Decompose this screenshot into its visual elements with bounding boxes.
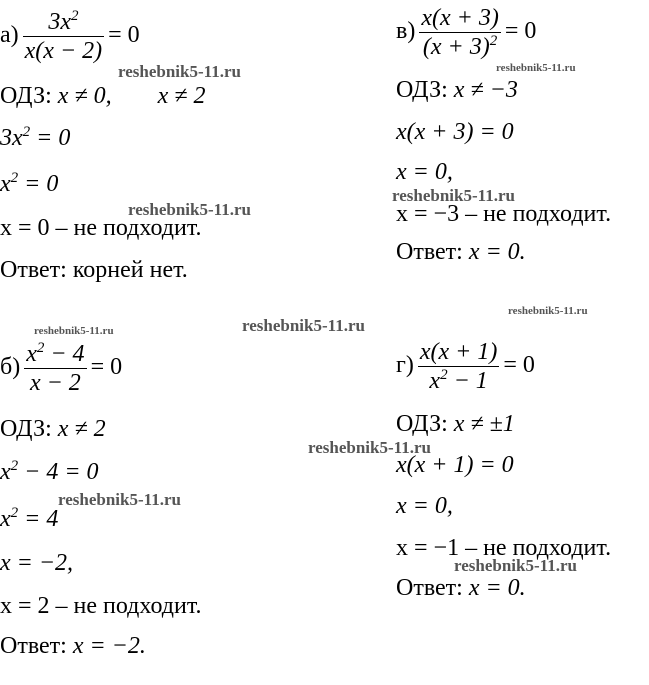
problem-v-step-2: x = 0, <box>396 159 453 185</box>
problem-b-fraction <box>24 342 86 395</box>
watermark: reshebnik5-11.ru <box>508 305 588 317</box>
problem-v-rhs: = 0 <box>504 18 537 45</box>
watermark: reshebnik5-11.ru <box>454 556 577 575</box>
problem-v-equation <box>396 6 536 59</box>
problem-a-rhs: = 0 <box>108 22 140 49</box>
problem-b-label: б) <box>0 354 21 381</box>
problem-g-step-3: x = −1 – не подходит. <box>396 535 612 561</box>
problem-g-step-2: x = 0, <box>396 493 453 519</box>
problem-g-answer: Ответ: x = 0. <box>396 575 526 601</box>
problem-v-numerator: x(x + 3) <box>421 5 499 31</box>
problem-a-step-1: $3x^2 = 0$ <box>0 124 71 151</box>
problem-a-step-3: x = 0 – не подходит. <box>0 215 202 241</box>
problem-a-label: а) <box>0 22 19 49</box>
problem-g-odz: ОДЗ: x ≠ ±1 <box>396 411 515 437</box>
watermark: reshebnik5-11.ru <box>242 316 365 335</box>
problem-v-denominator: $(x + 3)^2$ <box>422 33 498 60</box>
problem-a-numerator: $3x^2$ <box>48 8 79 35</box>
problem-a-step-2: $x^2 = 0$ <box>0 170 59 197</box>
problem-a-fraction <box>23 10 104 63</box>
problem-a-odz: ОДЗ: x ≠ 0, x ≠ 2 <box>0 83 206 109</box>
problem-a-answer: Ответ: корней нет. <box>0 257 188 283</box>
problem-g-denominator: $x^2 - 1$ <box>429 367 488 394</box>
problem-v-step-3: x = −3 – не подходит. <box>396 201 612 227</box>
problem-g-fraction <box>418 340 499 393</box>
watermark: reshebnik5-11.ru <box>392 186 515 205</box>
problem-b-step-1: $x^2 - 4 = 0$ <box>0 458 99 485</box>
problem-b-odz: ОДЗ: x ≠ 2 <box>0 416 106 442</box>
problem-b-denominator: x − 2 <box>29 370 81 396</box>
problem-g-equation <box>396 340 535 393</box>
problem-g-rhs: = 0 <box>503 352 535 379</box>
watermark: reshebnik5-11.ru <box>128 200 251 219</box>
problem-v-label: в) <box>396 18 416 45</box>
problem-v-fraction <box>419 6 500 59</box>
problem-b-rhs: = 0 <box>90 354 123 381</box>
problem-b-step-3: x = −2, <box>0 550 74 576</box>
problem-b-step-4: x = 2 – не подходит. <box>0 593 202 619</box>
problem-g-numerator: x(x + 1) <box>419 339 498 365</box>
problem-v-answer: Ответ: x = 0. <box>396 239 526 265</box>
problem-b-answer: Ответ: x = −2. <box>0 633 146 659</box>
problem-g-step-1: x(x + 1) = 0 <box>396 452 514 478</box>
problem-v-odz: ОДЗ: x ≠ −3 <box>396 77 518 103</box>
problem-b-step-2: $x^2 = 4$ <box>0 505 59 532</box>
problem-b-numerator: $x^2 - 4$ <box>26 340 85 367</box>
problem-v-step-1: x(x + 3) = 0 <box>396 119 514 145</box>
watermark: reshebnik5-11.ru <box>496 62 576 74</box>
watermark: reshebnik5-11.ru <box>58 490 181 509</box>
problem-g-label: г) <box>396 352 414 379</box>
watermark: reshebnik5-11.ru <box>118 62 241 81</box>
problem-b-equation <box>0 342 122 395</box>
problem-a-equation <box>0 10 140 63</box>
problem-a-denominator: x(x − 2) <box>24 38 103 64</box>
watermark: reshebnik5-11.ru <box>308 438 431 457</box>
watermark: reshebnik5-11.ru <box>34 325 114 337</box>
